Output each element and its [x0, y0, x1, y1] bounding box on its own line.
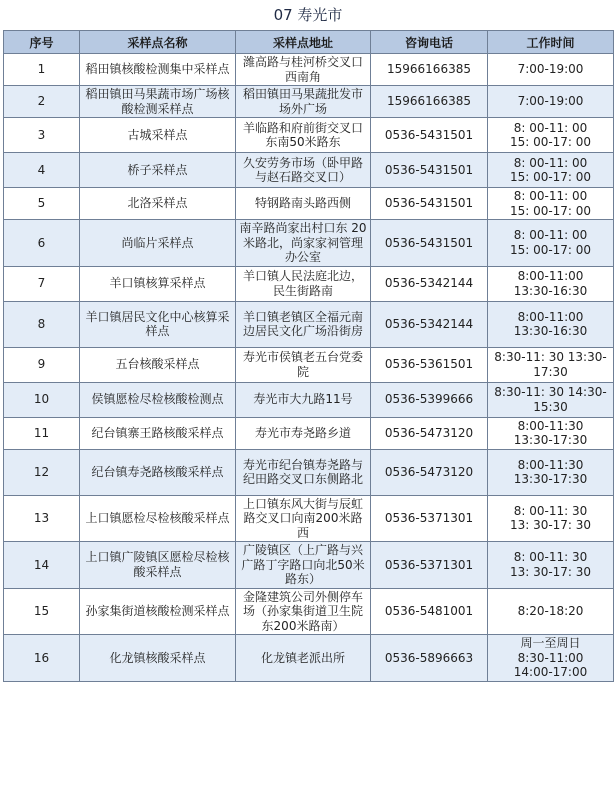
cell-hours: 8:00-11:00 13:30-16:30 [488, 301, 614, 347]
table-row [4, 449, 614, 495]
cell-site-address: 化龙镇老派出所 [236, 635, 371, 682]
cell-hours: 8: 00-11: 30 13: 30-17: 30 [488, 542, 614, 589]
table-row [4, 301, 614, 347]
cell-site-name: 纪台镇寨王路核酸采样点 [80, 417, 236, 449]
header-hours: 工作时间 [488, 31, 614, 54]
cell-site-address: 寿光市纪台镇寿尧路与纪田路交叉口东侧路北 [236, 449, 371, 495]
cell-site-name: 稻田镇田马果蔬市场广场核酸检测采样点 [80, 86, 236, 118]
cell-hours: 8: 00-11: 30 13: 30-17: 30 [488, 495, 614, 542]
cell-phone: 0536-5371301 [371, 495, 488, 542]
cell-site-address: 稻田镇田马果蔬批发市场外广场 [236, 86, 371, 118]
cell-site-name: 尚临片采样点 [80, 220, 236, 267]
cell-site-name: 纪台镇寿尧路核酸采样点 [80, 449, 236, 495]
cell-no: 12 [4, 449, 80, 495]
cell-hours: 8:30-11: 30 13:30-17:30 [488, 347, 614, 382]
cell-hours: 8:00-11:30 13:30-17:30 [488, 417, 614, 449]
cell-site-name: 侯镇愿检尽检核酸检测点 [80, 382, 236, 417]
cell-phone: 0536-5431501 [371, 220, 488, 267]
table-row [4, 382, 614, 417]
table-row [4, 635, 614, 682]
cell-hours: 8:00-11:00 13:30-16:30 [488, 266, 614, 301]
cell-site-name: 五台核酸采样点 [80, 347, 236, 382]
cell-site-address: 寿光市大九路11号 [236, 382, 371, 417]
cell-site-name: 上口镇广陵镇区愿检尽检核酸采样点 [80, 542, 236, 589]
cell-site-address: 特钢路南头路西侧 [236, 188, 371, 220]
cell-phone: 0536-5342144 [371, 301, 488, 347]
cell-site-name: 古城采样点 [80, 118, 236, 153]
cell-phone: 0536-5431501 [371, 153, 488, 188]
cell-phone: 0536-5371301 [371, 542, 488, 589]
cell-hours: 8: 00-11: 00 15: 00-17: 00 [488, 220, 614, 267]
cell-phone: 0536-5361501 [371, 347, 488, 382]
cell-no: 4 [4, 153, 80, 188]
cell-phone: 15966166385 [371, 86, 488, 118]
cell-hours: 8: 00-11: 00 15: 00-17: 00 [488, 153, 614, 188]
cell-site-address: 寿光市侯镇老五台党委院 [236, 347, 371, 382]
cell-hours: 7:00-19:00 [488, 54, 614, 86]
cell-no: 10 [4, 382, 80, 417]
cell-hours: 8: 00-11: 00 15: 00-17: 00 [488, 118, 614, 153]
cell-no: 3 [4, 118, 80, 153]
table-row [4, 266, 614, 301]
header-site-address: 采样点地址 [236, 31, 371, 54]
cell-site-name: 羊口镇居民文化中心核算采样点 [80, 301, 236, 347]
table-row [4, 188, 614, 220]
cell-site-address: 金隆建筑公司外侧停车场（孙家集街道卫生院东200米路南） [236, 588, 371, 635]
cell-site-name: 北洛采样点 [80, 188, 236, 220]
cell-no: 6 [4, 220, 80, 267]
cell-hours: 8: 00-11: 00 15: 00-17: 00 [488, 188, 614, 220]
cell-site-name: 桥子采样点 [80, 153, 236, 188]
cell-hours: 8:00-11:30 13:30-17:30 [488, 449, 614, 495]
table-row [4, 542, 614, 589]
cell-site-address: 广陵镇区（上广路与兴广路丁字路口向北50米路东） [236, 542, 371, 589]
cell-site-name: 上口镇愿检尽检核酸采样点 [80, 495, 236, 542]
cell-no: 5 [4, 188, 80, 220]
header-no: 序号 [4, 31, 80, 54]
cell-no: 7 [4, 266, 80, 301]
cell-site-name: 孙家集街道核酸检测采样点 [80, 588, 236, 635]
cell-hours: 周一至周日 8:30-11:00 14:00-17:00 [488, 635, 614, 682]
cell-no: 16 [4, 635, 80, 682]
cell-no: 9 [4, 347, 80, 382]
cell-no: 11 [4, 417, 80, 449]
header-site-name: 采样点名称 [80, 31, 236, 54]
table-row [4, 54, 614, 86]
cell-site-name: 化龙镇核酸采样点 [80, 635, 236, 682]
page-title: 07 寿光市 [273, 6, 343, 24]
cell-phone: 0536-5481001 [371, 588, 488, 635]
table-row [4, 118, 614, 153]
cell-phone: 0536-5399666 [371, 382, 488, 417]
cell-site-address: 潍高路与桂河桥交叉口西南角 [236, 54, 371, 86]
sampling-sites-table [3, 30, 614, 682]
cell-site-address: 羊口镇老镇区全福元南边居民文化广场沿街房 [236, 301, 371, 347]
cell-no: 13 [4, 495, 80, 542]
cell-hours: 8:20-18:20 [488, 588, 614, 635]
table-row [4, 495, 614, 542]
table-row [4, 588, 614, 635]
table-row [4, 153, 614, 188]
cell-hours: 8:30-11: 30 14:30-15:30 [488, 382, 614, 417]
cell-hours: 7:00-19:00 [488, 86, 614, 118]
cell-no: 15 [4, 588, 80, 635]
cell-phone: 0536-5473120 [371, 417, 488, 449]
table-row [4, 220, 614, 267]
cell-no: 8 [4, 301, 80, 347]
cell-site-address: 南辛路尚家出村口东 20 米路北，尚家家祠管理办公室 [236, 220, 371, 267]
cell-phone: 0536-5473120 [371, 449, 488, 495]
cell-site-address: 羊口镇人民法庭北边，民生街路南 [236, 266, 371, 301]
header-phone: 咨询电话 [371, 31, 488, 54]
cell-site-name: 稻田镇核酸检测集中采样点 [80, 54, 236, 86]
cell-site-address: 寿光市寿尧路乡道 [236, 417, 371, 449]
table-row [4, 417, 614, 449]
cell-no: 2 [4, 86, 80, 118]
cell-site-address: 久安劳务市场（卧甲路与赵石路交叉口） [236, 153, 371, 188]
cell-no: 14 [4, 542, 80, 589]
cell-phone: 0536-5342144 [371, 266, 488, 301]
cell-site-address: 上口镇东风大街与辰虹路交叉口向南200米路西 [236, 495, 371, 542]
cell-phone: 0536-5431501 [371, 118, 488, 153]
cell-site-address: 羊临路和府前街交叉口东南50米路东 [236, 118, 371, 153]
cell-site-name: 羊口镇核算采样点 [80, 266, 236, 301]
cell-phone: 0536-5896663 [371, 635, 488, 682]
cell-phone: 0536-5431501 [371, 188, 488, 220]
table-row [4, 347, 614, 382]
table-row [4, 86, 614, 118]
table-header-row [4, 31, 614, 54]
cell-no: 1 [4, 54, 80, 86]
cell-phone: 15966166385 [371, 54, 488, 86]
